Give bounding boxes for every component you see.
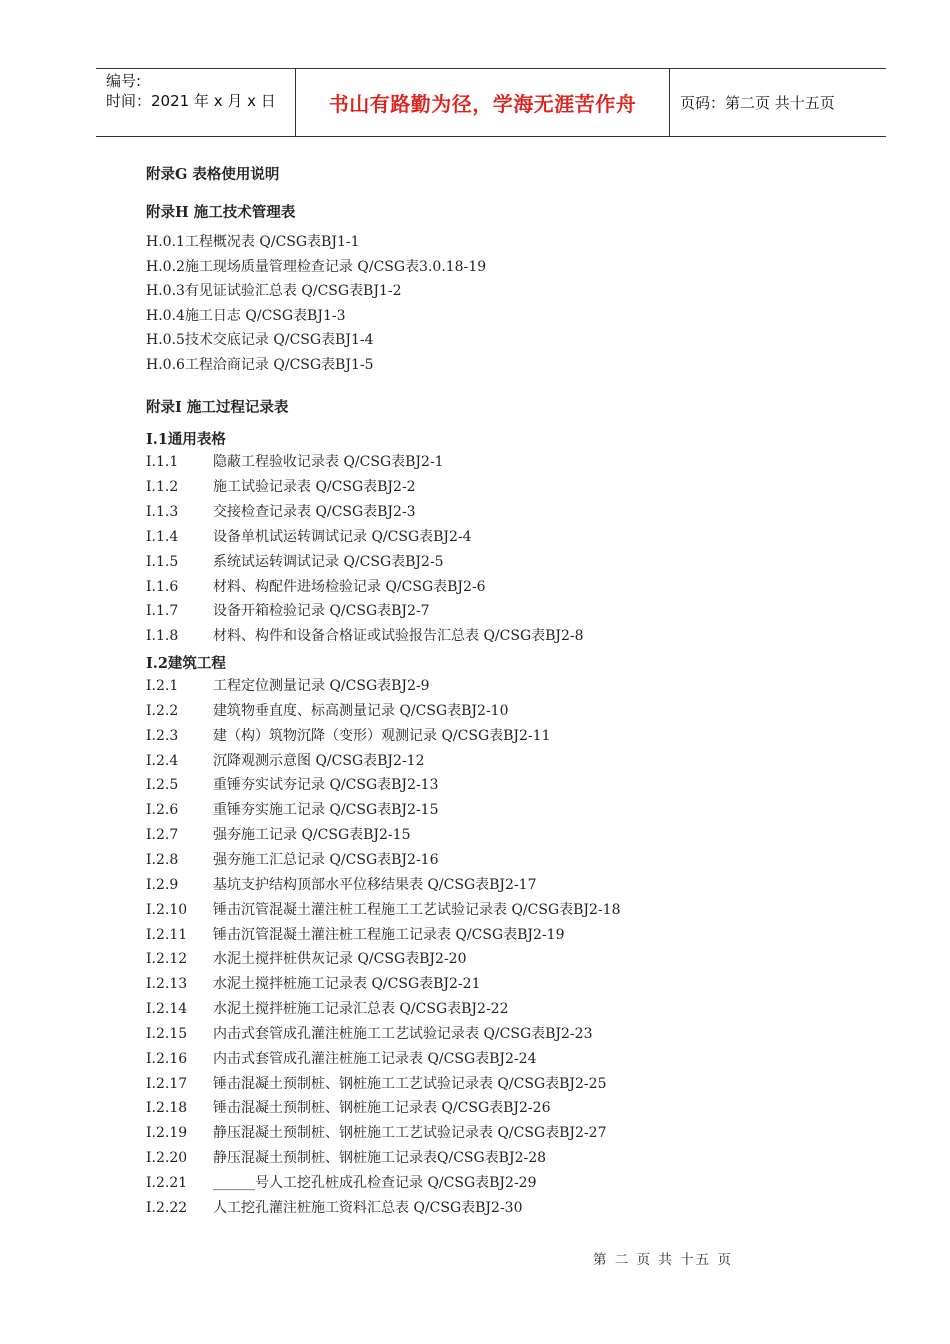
section-i-title: 附录I 施工过程记录表 — [146, 399, 289, 416]
i1-item — [146, 527, 472, 547]
h-item: H.0.3有见证试验汇总表 Q/CSG表BJ1-2 — [146, 283, 402, 300]
i2-item-number: I.2.19 — [146, 1125, 188, 1142]
i2-item-number: I.2.9 — [146, 876, 179, 893]
i2-item — [146, 999, 508, 1019]
i1-item — [146, 577, 486, 597]
i1-item — [146, 452, 444, 472]
i2-item-text: 强夯施工汇总记录 Q/CSG表BJ2-16 — [213, 851, 439, 868]
page-label: 页码：第二页 共十五页 — [680, 94, 835, 112]
i2-item-number: I.2.5 — [146, 777, 179, 794]
i1-item-number: I.1.3 — [146, 503, 179, 520]
i2-item-number: I.2.21 — [146, 1175, 188, 1191]
i1-item-text: 施工试验记录表 Q/CSG表BJ2-2 — [213, 478, 416, 495]
i2-item-text: 基坑支护结构顶部水平位移结果表 Q/CSG表BJ2-17 — [213, 876, 537, 893]
header-left-cell — [96, 69, 296, 136]
i2-item — [146, 751, 424, 771]
i2-item — [146, 1198, 522, 1218]
i2-item-number: I.2.18 — [146, 1100, 188, 1117]
i2-item — [146, 900, 620, 920]
i1-item — [146, 502, 416, 522]
i2-item — [146, 1123, 606, 1143]
i2-item — [146, 726, 550, 746]
section-h-title: 附录H 施工技术管理表 — [146, 204, 296, 221]
h-item: H.0.6工程洽商记录 Q/CSG表BJ1-5 — [146, 357, 374, 373]
time-label: 时间：2021 年 x 月 x 日 — [106, 92, 276, 110]
i2-item-number: I.2.6 — [146, 802, 179, 819]
i2-item-number: I.2.8 — [146, 851, 179, 868]
i2-item — [146, 949, 466, 969]
i1-item-text: 隐蔽工程验收记录表 Q/CSG表BJ2-1 — [213, 454, 444, 470]
i2-item-text: 锤击沉管混凝土灌注桩工程施工记录表 Q/CSG表BJ2-19 — [213, 926, 565, 943]
section-i2-title: I.2建筑工程 — [146, 655, 226, 672]
i2-item — [146, 1148, 546, 1168]
i2-item-text: 强夯施工记录 Q/CSG表BJ2-15 — [213, 827, 411, 844]
i2-item-text: ______号人工挖孔桩成孔检查记录 Q/CSG表BJ2-29 — [213, 1175, 537, 1191]
i1-item — [146, 552, 444, 572]
i1-item-text: 材料、构件和设备合格证或试验报告汇总表 Q/CSG表BJ2-8 — [213, 628, 584, 645]
i2-item-text: 水泥土搅拌桩施工记录表 Q/CSG表BJ2-21 — [213, 976, 481, 993]
i2-item — [146, 1074, 606, 1094]
i1-item-text: 设备开箱检验记录 Q/CSG表BJ2-7 — [213, 603, 430, 620]
i2-item — [146, 1173, 536, 1193]
i1-item-number: I.1.5 — [146, 553, 179, 570]
i2-item-text: 工程定位测量记录 Q/CSG表BJ2-9 — [213, 678, 430, 694]
page-header — [96, 68, 886, 137]
i2-item-number: I.2.1 — [146, 678, 179, 694]
i2-item-text: 锤击混凝土预制桩、钢桩施工记录表 Q/CSG表BJ2-26 — [213, 1100, 551, 1117]
i2-item-number: I.2.16 — [146, 1050, 188, 1067]
h-item: H.0.5技术交底记录 Q/CSG表BJ1-4 — [146, 332, 374, 349]
i2-item-number: I.2.2 — [146, 702, 179, 719]
i2-item-number: I.2.15 — [146, 1025, 188, 1042]
i2-item-text: 建（构）筑物沉降（变形）观测记录 Q/CSG表BJ2-11 — [213, 727, 551, 744]
i1-item-text: 交接检查记录表 Q/CSG表BJ2-3 — [213, 503, 416, 520]
i2-item — [146, 701, 508, 721]
i1-item-number: I.1.6 — [146, 578, 179, 595]
section-g-title: 附录G 表格使用说明 — [146, 166, 280, 183]
i2-item-text: 静压混凝土预制桩、钢桩施工工艺试验记录表 Q/CSG表BJ2-27 — [213, 1125, 607, 1142]
i1-item-text: 设备单机试运转调试记录 Q/CSG表BJ2-4 — [213, 528, 472, 545]
i2-item-text: 内击式套管成孔灌注桩施工工艺试验记录表 Q/CSG表BJ2-23 — [213, 1025, 593, 1042]
i2-item-number: I.2.17 — [146, 1075, 188, 1092]
i1-item-text: 系统试运转调试记录 Q/CSG表BJ2-5 — [213, 553, 444, 570]
i2-item-text: 锤击混凝土预制桩、钢桩施工工艺试验记录表 Q/CSG表BJ2-25 — [213, 1075, 607, 1092]
i2-item-text: 重锤夯实试夯记录 Q/CSG表BJ2-13 — [213, 777, 439, 794]
i2-item-number: I.2.13 — [146, 976, 188, 993]
i2-item-number: I.2.20 — [146, 1150, 188, 1167]
i1-item-number: I.1.7 — [146, 603, 179, 620]
h-item: H.0.2施工现场质量管理检查记录 Q/CSG表3.0.18-19 — [146, 258, 487, 275]
i2-item — [146, 676, 430, 696]
i2-item-text: 内击式套管成孔灌注桩施工记录表 Q/CSG表BJ2-24 — [213, 1050, 537, 1067]
i2-item-number: I.2.3 — [146, 727, 179, 744]
page-footer: 第 二 页 共 十五 页 — [593, 1252, 733, 1268]
i2-item-number: I.2.4 — [146, 752, 179, 769]
i2-item-number: I.2.14 — [146, 1001, 188, 1018]
i2-item-text: 静压混凝土预制桩、钢桩施工记录表Q/CSG表BJ2-28 — [213, 1150, 547, 1167]
i2-item-text: 锤击沉管混凝土灌注桩工程施工工艺试验记录表 Q/CSG表BJ2-18 — [213, 901, 621, 918]
i2-item — [146, 974, 480, 994]
i2-item-text: 水泥土搅拌桩供灰记录 Q/CSG表BJ2-20 — [213, 951, 467, 968]
i2-item-number: I.2.7 — [146, 827, 179, 844]
i2-item-number: I.2.12 — [146, 951, 188, 968]
i1-item — [146, 601, 430, 621]
i2-item — [146, 800, 438, 820]
i2-item-text: 重锤夯实施工记录 Q/CSG表BJ2-15 — [213, 802, 439, 819]
i1-item-text: 材料、构配件进场检验记录 Q/CSG表BJ2-6 — [213, 578, 486, 595]
i1-item-number: I.1.4 — [146, 528, 179, 545]
h-item: H.0.1工程概况表 Q/CSG表BJ1-1 — [146, 234, 360, 250]
i2-item-text: 水泥土搅拌桩施工记录汇总表 Q/CSG表BJ2-22 — [213, 1001, 509, 1018]
i2-item-text: 沉降观测示意图 Q/CSG表BJ2-12 — [213, 752, 425, 769]
section-i1-title: I.1通用表格 — [146, 431, 226, 448]
i1-item-number: I.1.2 — [146, 478, 179, 495]
code-label: 编号: — [106, 72, 142, 90]
i2-item — [146, 875, 536, 895]
i2-item-number: I.2.11 — [146, 926, 188, 943]
i1-item — [146, 477, 416, 497]
i2-item — [146, 1049, 536, 1069]
i2-item-text: 建筑物垂直度、标高测量记录 Q/CSG表BJ2-10 — [213, 702, 509, 719]
i2-item — [146, 850, 438, 870]
i2-item — [146, 925, 564, 945]
i2-item — [146, 775, 438, 795]
i2-item — [146, 825, 410, 845]
i1-item-number: I.1.1 — [146, 454, 179, 470]
motto: 书山有路勤为径，学海无涯苦作舟 — [296, 69, 670, 136]
i2-item-number: I.2.22 — [146, 1199, 188, 1216]
i1-item — [146, 626, 584, 646]
i2-item-text: 人工挖孔灌注桩施工资料汇总表 Q/CSG表BJ2-30 — [213, 1199, 523, 1216]
h-item: H.0.4施工日志 Q/CSG表BJ1-3 — [146, 307, 346, 324]
i2-item-number: I.2.10 — [146, 901, 188, 918]
i2-item — [146, 1024, 592, 1044]
i2-item — [146, 1098, 550, 1118]
i1-item-number: I.1.8 — [146, 628, 179, 645]
